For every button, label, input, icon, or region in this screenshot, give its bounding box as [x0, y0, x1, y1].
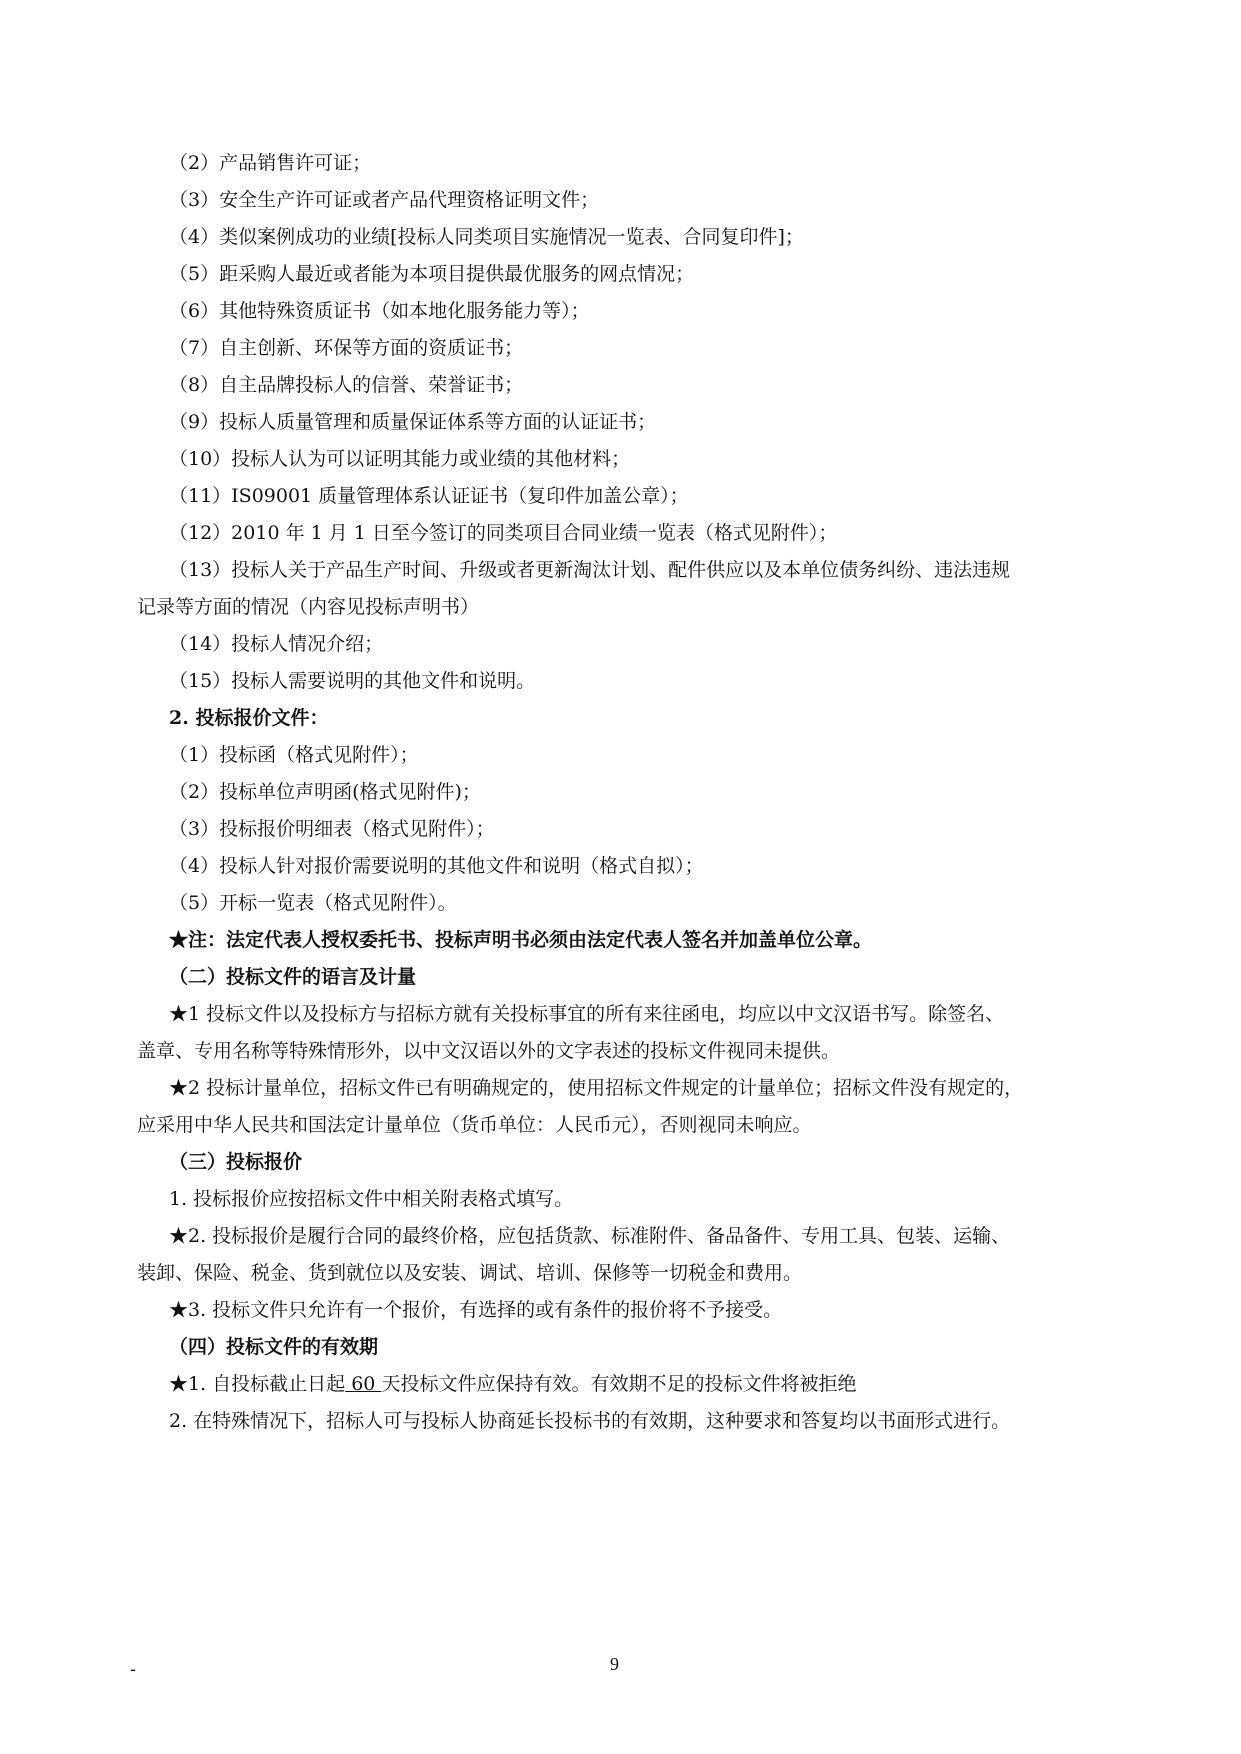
list-item: （3）安全生产许可证或者产品代理资格证明文件；	[169, 189, 600, 211]
list-item: （3）投标报价明细表（格式见附件）；	[169, 818, 495, 840]
list-item: （12）2010 年 1 月 1 日至今签订的同类项目合同业绩一览表（格式见附件）；	[169, 522, 838, 544]
section-heading: （三）投标报价	[169, 1151, 303, 1173]
validity-line	[169, 1371, 856, 1397]
validity-prefix: ★1. 自投标截止日起	[169, 1373, 346, 1395]
section-heading: （四）投标文件的有效期	[169, 1336, 379, 1358]
footer-dash: -	[130, 1659, 137, 1680]
paragraph-line: ★3. 投标文件只允许有一个报价，有选择的或有条件的报价将不予接受。	[169, 1299, 783, 1321]
paragraph-line: ★1 投标文件以及投标方与招标方就有关投标事宜的所有来往函电，均应以中文汉语书写。除签名、	[169, 1003, 1005, 1025]
paragraph-line: 装卸、保险、税金、货到就位以及安装、调试、培训、保修等一切税金和费用。	[137, 1262, 803, 1284]
list-item: （14）投标人情况介绍；	[169, 633, 384, 655]
note-text: ★注：法定代表人授权委托书、投标声明书必须由法定代表人签名并加盖单位公章。	[169, 929, 873, 951]
list-item: （6）其他特殊资质证书（如本地化服务能力等）；	[169, 300, 590, 322]
validity-suffix: 天投标文件应保持有效。有效期不足的投标文件将被拒绝	[381, 1373, 857, 1395]
list-item: （13）投标人关于产品生产时间、升级或者更新淘汰计划、配件供应以及本单位债务纠纷、违法违规	[169, 559, 1011, 581]
paragraph-line: 2. 在特殊情况下，招标人可与投标人协商延长投标书的有效期，这种要求和答复均以书面形式进行。	[169, 1410, 1011, 1432]
list-item: （7）自主创新、环保等方面的资质证书；	[169, 337, 524, 359]
list-item: （5）距采购人最近或者能为本项目提供最优服务的网点情况；	[169, 263, 695, 285]
paragraph-line: 应采用中华人民共和国法定计量单位（货币单位：人民币元），否则视同未响应。	[137, 1114, 812, 1136]
list-item-continuation: 记录等方面的情况（内容见投标声明书）	[137, 596, 480, 618]
section-heading: （二）投标文件的语言及计量	[169, 966, 417, 988]
list-item: （5）开标一览表（格式见附件）。	[169, 892, 457, 914]
validity-days: 60	[345, 1373, 382, 1395]
list-item: （2）产品销售许可证；	[169, 152, 372, 174]
paragraph-line: ★2. 投标报价是履行合同的最终价格，应包括货款、标准附件、备品备件、专用工具、包装、运输、	[169, 1225, 1011, 1247]
list-item: （11）IS09001 质量管理体系认证证书（复印件加盖公章）；	[169, 485, 689, 507]
paragraph-line: ★2 投标计量单位，招标文件已有明确规定的，使用招标文件规定的计量单位；招标文件没有规定的，	[169, 1077, 1024, 1099]
list-item: （15）投标人需要说明的其他文件和说明。	[169, 670, 536, 692]
paragraph-line: 盖章、专用名称等特殊情形外，以中文汉语以外的文字表述的投标文件视同未提供。	[137, 1040, 841, 1062]
list-item: （9）投标人质量管理和质量保证体系等方面的认证证书；	[169, 411, 657, 433]
list-item: （4）类似案例成功的业绩[投标人同类项目实施情况一览表、合同复印件]；	[169, 226, 804, 248]
list-item: （4）投标人针对报价需要说明的其他文件和说明（格式自拟）；	[169, 855, 704, 877]
list-item: （10）投标人认为可以证明其能力或业绩的其他材料；	[169, 448, 631, 470]
list-item: （2）投标单位声明函(格式见附件)；	[169, 781, 481, 803]
paragraph-line: 1. 投标报价应按招标文件中相关附表格式填写。	[169, 1188, 574, 1210]
list-item: （1）投标函（格式见附件）；	[169, 744, 419, 766]
list-item: （8）自主品牌投标人的信誉、荣誉证书；	[169, 374, 524, 396]
section-heading: 2. 投标报价文件：	[169, 707, 329, 729]
page-number: 9	[610, 1654, 619, 1674]
